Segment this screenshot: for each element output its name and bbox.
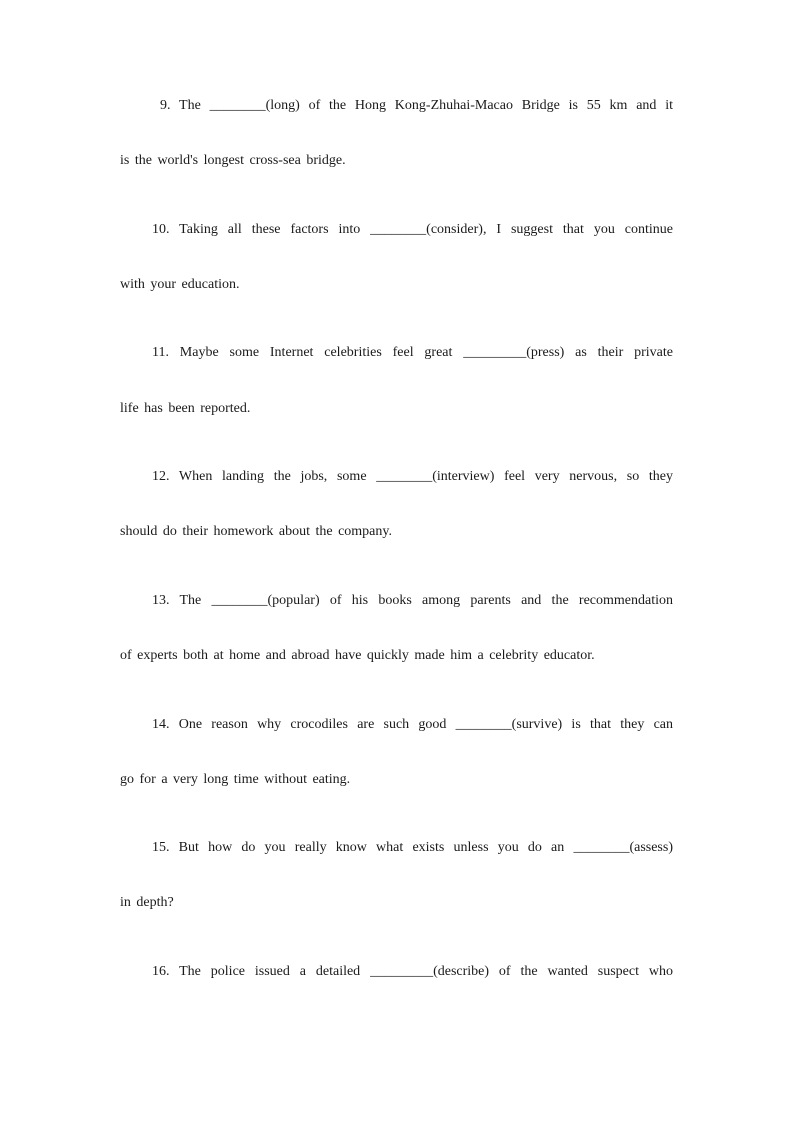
question-13-line-2: of experts both at home and abroad have quickly made him a celebrity educator. xyxy=(120,648,595,663)
question-11-line-1: 11. Maybe some Internet celebrities feel great _________(press) as their private xyxy=(152,345,673,360)
question-14-line-1: 14. One reason why crocodiles are such good ________(survive) is that they can xyxy=(152,717,673,732)
question-14-line-2: go for a very long time without eating. xyxy=(120,772,351,787)
question-16-line-1: 16. The police issued a detailed _________(describe) of the wanted suspect who xyxy=(152,964,673,979)
question-9-line-1: 9. The ________(long) of the Hong Kong-Zhuhai-Macao Bridge is 55 km and it xyxy=(160,98,673,113)
question-10-line-2: with your education. xyxy=(120,277,240,292)
question-12-line-1: 12. When landing the jobs, some ________(interview) feel very nervous, so they xyxy=(152,469,673,484)
question-15-line-2: in depth? xyxy=(120,895,174,910)
question-10-line-1: 10. Taking all these factors into ________(consider), I suggest that you continue xyxy=(152,222,673,237)
question-15-line-1: 15. But how do you really know what exists unless you do an ________(assess) xyxy=(152,840,673,855)
question-12-line-2: should do their homework about the company. xyxy=(120,524,392,539)
question-13-line-1: 13. The ________(popular) of his books among parents and the recommendation xyxy=(152,593,673,608)
question-9-line-2: is the world's longest cross-sea bridge. xyxy=(120,153,346,168)
question-11-line-2: life has been reported. xyxy=(120,401,251,416)
